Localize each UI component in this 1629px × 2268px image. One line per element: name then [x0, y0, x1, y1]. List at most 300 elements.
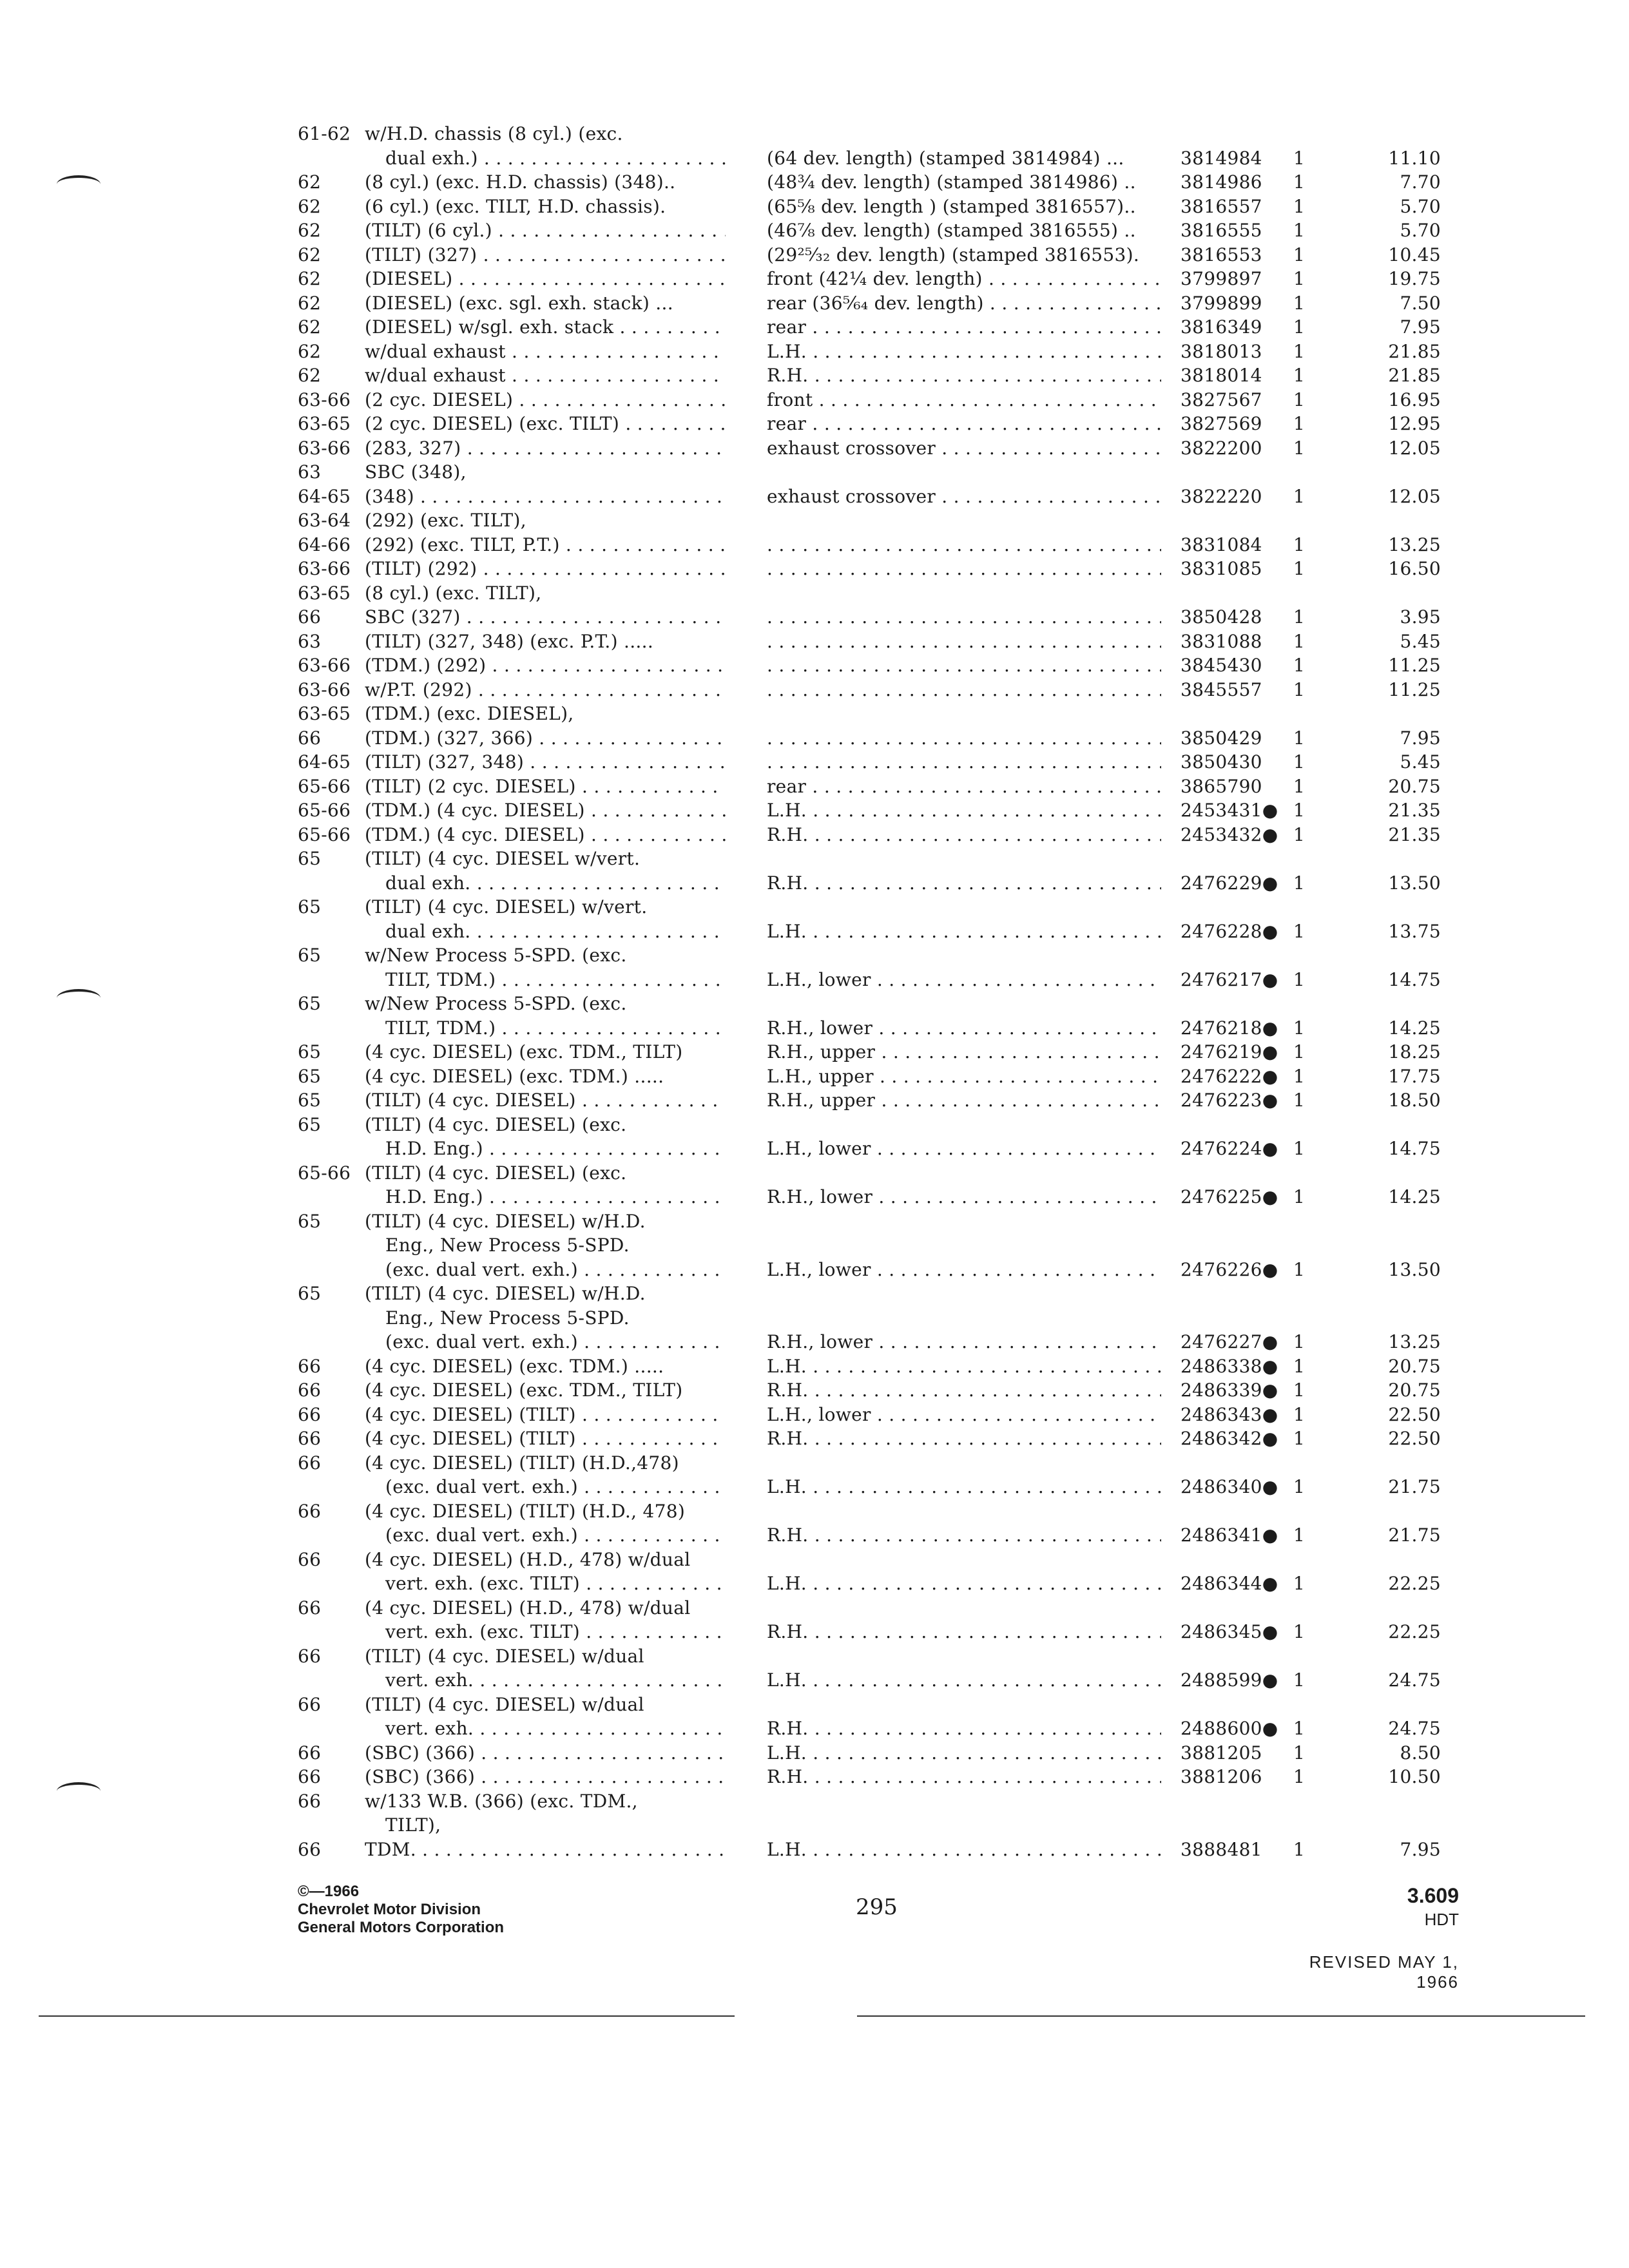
table-row [0, 1838, 1629, 1864]
part-number: 3818013 [1181, 341, 1262, 362]
application-text: (4 cyc. DIESEL) (TILT) (H.D., 478) [365, 1501, 686, 1522]
model-year: 66 [298, 1694, 322, 1715]
model-year: 66 [298, 1742, 322, 1763]
application-text: (exc. dual vert. exh.) . . . [385, 1524, 726, 1547]
corporation-name: General Motors Corporation [298, 1919, 505, 1936]
quantity: 1 [1293, 365, 1306, 386]
part-number: 2486340● [1181, 1476, 1278, 1497]
part-number: 2486343● [1181, 1404, 1278, 1425]
quantity: 1 [1293, 389, 1306, 410]
part-description [767, 606, 1161, 629]
quantity: 1 [1293, 558, 1306, 579]
model-year: 63 [298, 461, 322, 483]
table-row [0, 1210, 1629, 1236]
section-number: 3.609 [1407, 1884, 1459, 1907]
part-number: 2486342● [1181, 1428, 1278, 1449]
application-text: (TILT) (2 cyc. DIESEL) . . . [365, 775, 726, 798]
table-row [0, 292, 1629, 318]
list-price: 24.75 [1388, 1669, 1441, 1691]
part-description: exhaust crossover . . . [767, 437, 1161, 460]
model-year: 62 [298, 268, 322, 289]
part-number: 2476229● [1181, 872, 1278, 894]
part-description [767, 751, 1161, 774]
list-price: 20.75 [1388, 1356, 1441, 1377]
model-year: 65 [298, 1090, 322, 1111]
binder-hole-mark [57, 175, 101, 193]
quantity: 1 [1293, 1186, 1306, 1207]
table-row [0, 412, 1629, 438]
table-row [0, 968, 1629, 994]
list-price: 5.45 [1400, 751, 1441, 773]
application-text: (TILT) (6 cyl.) . . . [365, 219, 726, 242]
part-description: R.H. . . . [767, 1524, 1161, 1547]
quantity: 1 [1293, 872, 1306, 894]
table-row [0, 171, 1629, 197]
part-number: 2488600● [1181, 1718, 1278, 1739]
table-row [0, 437, 1629, 463]
part-description: (64 dev. length) (stamped 3814984) ... [767, 148, 1124, 169]
table-row [0, 992, 1629, 1018]
quantity: 1 [1293, 606, 1306, 628]
model-year: 62 [298, 293, 322, 314]
table-row [0, 1282, 1629, 1308]
application-text: (exc. dual vert. exh.) . . . [385, 1258, 726, 1282]
application-text: TILT, TDM.) . . . [385, 1017, 726, 1040]
model-year: 66 [298, 1646, 322, 1667]
part-number: 3827567 [1181, 389, 1262, 410]
list-price: 3.95 [1400, 606, 1441, 628]
table-row [0, 1017, 1629, 1043]
model-year: 66 [298, 1791, 322, 1812]
table-row [0, 872, 1629, 898]
table-row [0, 557, 1629, 583]
list-price: 13.25 [1388, 534, 1441, 555]
table-row [0, 799, 1629, 825]
model-year: 65-66 [298, 776, 351, 797]
application-text: w/dual exhaust . . . [365, 364, 726, 387]
part-number: 3831085 [1181, 558, 1262, 579]
part-number: 3845557 [1181, 679, 1262, 700]
part-number: 3831088 [1181, 631, 1262, 652]
part-description: L.H. . . . [767, 1838, 1161, 1861]
quantity: 1 [1293, 751, 1306, 773]
part-description: L.H. . . . [767, 799, 1161, 822]
quantity: 1 [1293, 1404, 1306, 1425]
group-code: HDT [1424, 1910, 1459, 1929]
part-number: 3818014 [1181, 365, 1262, 386]
model-year: 66 [298, 1379, 322, 1401]
quantity: 1 [1293, 1766, 1306, 1787]
list-price: 21.35 [1388, 824, 1441, 845]
part-number: 3850430 [1181, 751, 1262, 773]
table-row [0, 896, 1629, 921]
model-year: 65 [298, 945, 322, 966]
application-text: dual exh. . . . [385, 920, 726, 943]
list-price: 13.50 [1388, 872, 1441, 894]
list-price: 20.75 [1388, 1379, 1441, 1401]
quantity: 1 [1293, 1524, 1306, 1546]
list-price: 22.25 [1388, 1573, 1441, 1594]
list-price: 20.75 [1388, 776, 1441, 797]
part-number: 3865790 [1181, 776, 1262, 797]
quantity: 1 [1293, 631, 1306, 652]
list-price: 22.50 [1388, 1428, 1441, 1449]
part-number: 3799897 [1181, 268, 1262, 289]
table-row [0, 823, 1629, 849]
table-row [0, 1089, 1629, 1115]
part-description: exhaust crossover . . . [767, 485, 1161, 508]
list-price: 7.50 [1400, 293, 1441, 314]
part-number: 3814986 [1181, 171, 1262, 193]
quantity: 1 [1293, 1742, 1306, 1763]
part-number: 3816349 [1181, 316, 1262, 338]
application-text: vert. exh. (exc. TILT) . . . [385, 1620, 726, 1644]
table-row [0, 195, 1629, 221]
part-number: 2486338● [1181, 1356, 1278, 1377]
model-year: 65-66 [298, 800, 351, 821]
part-description: L.H. . . . [767, 1355, 1161, 1378]
model-year: 66 [298, 1452, 322, 1474]
table-row [0, 1597, 1629, 1622]
table-row [0, 1113, 1629, 1139]
part-description: R.H. . . . [767, 1717, 1161, 1740]
table-row [0, 582, 1629, 608]
list-price: 19.75 [1388, 268, 1441, 289]
list-price: 13.75 [1388, 921, 1441, 942]
part-number: 3822200 [1181, 437, 1262, 459]
list-price: 12.95 [1388, 413, 1441, 434]
table-row [0, 1331, 1629, 1356]
application-text: (6 cyl.) (exc. TILT, H.D. chassis). [365, 196, 666, 217]
part-description: R.H., lower . . . [767, 1017, 1161, 1040]
part-description: rear . . . [767, 775, 1161, 798]
part-number: 3850429 [1181, 727, 1262, 749]
part-description: (46⅞ dev. length) (stamped 3816555) .. [767, 220, 1136, 241]
table-row [0, 1475, 1629, 1501]
model-year: 64-66 [298, 534, 351, 555]
application-text: (TILT) (327, 348) . . . [365, 751, 726, 774]
application-text: w/P.T. (292) . . . [365, 678, 726, 702]
table-row [0, 1548, 1629, 1574]
part-number: 3799899 [1181, 293, 1262, 314]
application-text: vert. exh. (exc. TILT) . . . [385, 1572, 726, 1595]
table-row [0, 727, 1629, 753]
application-text: (TILT) (327, 348) (exc. P.T.) ..... [365, 631, 654, 652]
quantity: 1 [1293, 1090, 1306, 1111]
application-text: (DIESEL) (exc. sgl. exh. stack) ... [365, 293, 673, 314]
application-text: (4 cyc. DIESEL) (TILT) . . . [365, 1427, 726, 1450]
application-text: H.D. Eng.) . . . [385, 1137, 726, 1160]
list-price: 14.25 [1388, 1186, 1441, 1207]
table-row [0, 920, 1629, 946]
part-number: 2486339● [1181, 1379, 1278, 1401]
application-text: w/133 W.B. (366) (exc. TDM., [365, 1791, 638, 1812]
application-text: (TDM.) (292) . . . [365, 654, 726, 677]
part-description: R.H. . . . [767, 1765, 1161, 1789]
application-text: (SBC) (366) . . . [365, 1742, 726, 1765]
quantity: 1 [1293, 921, 1306, 942]
list-price: 21.75 [1388, 1476, 1441, 1497]
model-year: 63-65 [298, 582, 351, 604]
quantity: 1 [1293, 486, 1306, 507]
table-row [0, 702, 1629, 728]
quantity: 1 [1293, 655, 1306, 676]
page-number: 295 [856, 1894, 898, 1920]
table-row [0, 1307, 1629, 1332]
part-description: front (42¼ dev. length) . . . [767, 267, 1161, 291]
part-description: R.H. . . . [767, 823, 1161, 847]
quantity: 1 [1293, 268, 1306, 289]
part-description: L.H. . . . [767, 1572, 1161, 1595]
part-number: 2476228● [1181, 921, 1278, 942]
table-row [0, 1403, 1629, 1429]
application-text: dual exh.) . . . [385, 147, 726, 170]
part-description: R.H., lower . . . [767, 1186, 1161, 1209]
quantity: 1 [1293, 776, 1306, 797]
table-row [0, 461, 1629, 486]
table-row [0, 244, 1629, 269]
model-year: 65 [298, 896, 322, 918]
application-text: (TDM.) (327, 366) . . . [365, 727, 726, 750]
quantity: 1 [1293, 1476, 1306, 1497]
table-row [0, 606, 1629, 631]
quantity: 1 [1293, 1621, 1306, 1642]
application-text: (2 cyc. DIESEL) (exc. TILT) . . . [365, 412, 726, 436]
bottom-rule [857, 2015, 1585, 2017]
model-year: 65 [298, 1041, 322, 1062]
table-row [0, 1742, 1629, 1767]
part-number: 2476218● [1181, 1017, 1278, 1039]
application-text: SBC (348), [365, 461, 467, 483]
table-row [0, 751, 1629, 776]
table-row [0, 1524, 1629, 1550]
model-year: 63-66 [298, 558, 351, 579]
part-description: L.H., upper . . . [767, 1065, 1161, 1088]
part-number: 2453432● [1181, 824, 1278, 845]
part-number: 3816557 [1181, 196, 1262, 217]
part-description [767, 630, 1161, 653]
table-row [0, 1620, 1629, 1646]
part-number: 3831084 [1181, 534, 1262, 555]
list-price: 13.50 [1388, 1259, 1441, 1280]
table-row [0, 219, 1629, 245]
list-price: 13.25 [1388, 1331, 1441, 1352]
part-number: 3845430 [1181, 655, 1262, 676]
application-text: (4 cyc. DIESEL) (H.D., 478) w/dual [365, 1549, 691, 1570]
part-number: 3850428 [1181, 606, 1262, 628]
model-year: 65 [298, 1283, 322, 1304]
part-description: L.H. . . . [767, 1742, 1161, 1765]
list-price: 16.50 [1388, 558, 1441, 579]
table-row [0, 1765, 1629, 1791]
table-row [0, 654, 1629, 680]
part-description: R.H., lower . . . [767, 1331, 1161, 1354]
application-text: (283, 327) . . . [365, 437, 726, 460]
quantity: 1 [1293, 316, 1306, 338]
part-number: 2453431● [1181, 800, 1278, 821]
quantity: 1 [1293, 800, 1306, 821]
application-text: (4 cyc. DIESEL) (exc. TDM., TILT) [365, 1379, 683, 1401]
table-row [0, 1162, 1629, 1187]
part-description: L.H. . . . [767, 340, 1161, 363]
part-description: R.H. . . . [767, 364, 1161, 387]
binder-hole-mark [57, 1782, 101, 1800]
table-row [0, 533, 1629, 559]
part-description [767, 557, 1161, 581]
part-description [767, 727, 1161, 750]
list-price: 5.70 [1400, 220, 1441, 241]
application-text: (2 cyc. DIESEL) . . . [365, 389, 726, 412]
table-row [0, 1137, 1629, 1163]
list-price: 14.75 [1388, 969, 1441, 990]
model-year: 62 [298, 171, 322, 193]
model-year: 66 [298, 1839, 322, 1860]
model-year: 65-66 [298, 1162, 351, 1184]
part-description: rear (36⁵⁄₆₄ dev. length) . . . [767, 292, 1161, 315]
quantity: 1 [1293, 1428, 1306, 1449]
application-text: vert. exh. . . . [385, 1717, 726, 1740]
table-row [0, 1065, 1629, 1091]
model-year: 65 [298, 1066, 322, 1087]
part-description: L.H., lower . . . [767, 1403, 1161, 1427]
part-number: 2476224● [1181, 1138, 1278, 1159]
quantity: 1 [1293, 341, 1306, 362]
application-text: (4 cyc. DIESEL) (TILT) . . . [365, 1403, 726, 1427]
quantity: 1 [1293, 293, 1306, 314]
table-row [0, 485, 1629, 511]
application-text: w/New Process 5-SPD. (exc. [365, 945, 627, 966]
table-row [0, 678, 1629, 704]
quantity: 1 [1293, 1041, 1306, 1062]
application-text: TDM. . . . [365, 1838, 726, 1861]
application-text: (TILT) (4 cyc. DIESEL) w/dual [365, 1646, 644, 1667]
application-text: w/H.D. chassis (8 cyl.) (exc. [365, 123, 623, 144]
list-price: 16.95 [1388, 389, 1441, 410]
model-year: 62 [298, 196, 322, 217]
model-year: 66 [298, 1549, 322, 1570]
part-description: L.H. . . . [767, 1475, 1161, 1499]
part-number: 2476227● [1181, 1331, 1278, 1352]
part-description: L.H., lower . . . [767, 968, 1161, 992]
part-description [767, 654, 1161, 677]
application-text: (292) (exc. TILT, P.T.) . . . [365, 533, 726, 557]
quantity: 1 [1293, 1839, 1306, 1860]
part-description: (65⅝ dev. length ) (stamped 3816557).. [767, 196, 1136, 217]
part-description: R.H. . . . [767, 1620, 1161, 1644]
application-text: TILT, TDM.) . . . [385, 968, 726, 992]
application-text: (8 cyl.) (exc. TILT), [365, 582, 542, 604]
model-year: 61-62 [298, 123, 351, 144]
quantity: 1 [1293, 1259, 1306, 1280]
list-price: 11.25 [1388, 679, 1441, 700]
bottom-rule [39, 2015, 735, 2017]
table-row [0, 1258, 1629, 1284]
table-row [0, 1427, 1629, 1453]
application-text: (TILT) (4 cyc. DIESEL) (exc. [365, 1114, 627, 1135]
part-number: 3881205 [1181, 1742, 1262, 1763]
list-price: 7.95 [1400, 1839, 1441, 1860]
table-row [0, 944, 1629, 970]
model-year: 62 [298, 244, 322, 265]
table-row [0, 847, 1629, 873]
table-row [0, 1717, 1629, 1743]
list-price: 22.25 [1388, 1621, 1441, 1642]
application-text: vert. exh. . . . [385, 1669, 726, 1692]
model-year: 65 [298, 1211, 322, 1232]
list-price: 7.95 [1400, 316, 1441, 338]
list-price: 7.95 [1400, 727, 1441, 749]
quantity: 1 [1293, 534, 1306, 555]
model-year: 63-66 [298, 437, 351, 459]
list-price: 8.50 [1400, 1742, 1441, 1763]
application-text: (TILT) (327) . . . [365, 244, 726, 267]
part-description: R.H. . . . [767, 1379, 1161, 1402]
quantity: 1 [1293, 969, 1306, 990]
application-text: (TILT) (4 cyc. DIESEL) w/H.D. [365, 1283, 646, 1304]
part-number: 2476225● [1181, 1186, 1278, 1207]
list-price: 7.70 [1400, 171, 1441, 193]
application-text: (DIESEL) . . . [365, 267, 726, 291]
part-description: R.H. . . . [767, 872, 1161, 895]
part-description: rear . . . [767, 412, 1161, 436]
quantity: 1 [1293, 1718, 1306, 1739]
application-text: TILT), [385, 1814, 441, 1836]
model-year: 64-65 [298, 751, 351, 773]
part-number: 2476223● [1181, 1090, 1278, 1111]
part-description: L.H., lower . . . [767, 1137, 1161, 1160]
part-description: R.H., upper . . . [767, 1089, 1161, 1112]
model-year: 66 [298, 1766, 322, 1787]
list-price: 14.25 [1388, 1017, 1441, 1039]
list-price: 14.75 [1388, 1138, 1441, 1159]
part-number: 3888481 [1181, 1839, 1262, 1860]
quantity: 1 [1293, 171, 1306, 193]
quantity: 1 [1293, 1017, 1306, 1039]
model-year: 66 [298, 1597, 322, 1619]
application-text: (TILT) (4 cyc. DIESEL) w/vert. [365, 896, 648, 918]
quantity: 1 [1293, 244, 1306, 265]
quantity: 1 [1293, 413, 1306, 434]
part-number: 2486341● [1181, 1524, 1278, 1546]
part-number: 2486345● [1181, 1621, 1278, 1642]
list-price: 18.25 [1388, 1041, 1441, 1062]
quantity: 1 [1293, 1669, 1306, 1691]
quantity: 1 [1293, 727, 1306, 749]
table-row [0, 316, 1629, 341]
part-number: 3827569 [1181, 413, 1262, 434]
application-text: (348) . . . [365, 485, 726, 508]
model-year: 63-65 [298, 413, 351, 434]
model-year: 66 [298, 1501, 322, 1522]
list-price: 11.10 [1388, 148, 1441, 169]
model-year: 64-65 [298, 486, 351, 507]
table-row [0, 630, 1629, 656]
list-price: 22.50 [1388, 1404, 1441, 1425]
quantity: 1 [1293, 824, 1306, 845]
application-text: (4 cyc. DIESEL) (TILT) (H.D.,478) [365, 1452, 679, 1474]
list-price: 21.35 [1388, 800, 1441, 821]
division-name: Chevrolet Motor Division [298, 1901, 481, 1918]
table-row [0, 267, 1629, 293]
list-price: 11.25 [1388, 655, 1441, 676]
list-price: 5.45 [1400, 631, 1441, 652]
part-number: 3881206 [1181, 1766, 1262, 1787]
model-year: 65 [298, 848, 322, 869]
part-number: 3816555 [1181, 220, 1262, 241]
quantity: 1 [1293, 1331, 1306, 1352]
table-row [0, 775, 1629, 801]
quantity: 1 [1293, 1138, 1306, 1159]
